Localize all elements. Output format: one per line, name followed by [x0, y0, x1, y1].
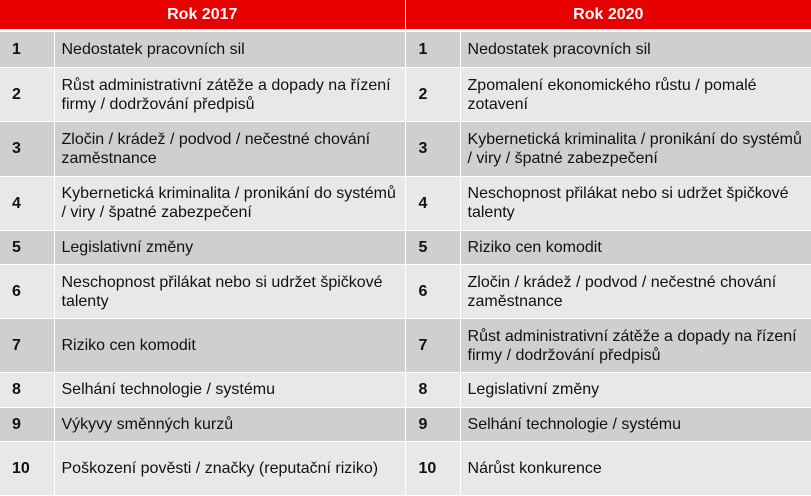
risk-2020: Růst administrativní zátěže a dopady na řízení firmy / dodržování předpisů: [460, 319, 811, 373]
rank-2017: 4: [0, 176, 54, 230]
risk-2020: Selhání technologie / systému: [460, 407, 811, 441]
table-row: [0, 31, 811, 68]
risk-2020: Riziko cen komodit: [460, 230, 811, 264]
risk-2017: Poškození pověsti / značky (reputační riziko): [54, 441, 405, 495]
risk-2017: Kybernetická kriminalita / pronikání do systémů / viry / špatné zabezpečení: [54, 176, 405, 230]
rank-2020: 1: [405, 31, 460, 68]
risk-2020: Nedostatek pracovních sil: [460, 31, 811, 68]
risk-2017: Riziko cen komodit: [54, 319, 405, 373]
risk-2017: Nedostatek pracovních sil: [54, 31, 405, 68]
risk-2017: Legislativní změny: [54, 230, 405, 264]
risk-2020: Nárůst konkurence: [460, 441, 811, 495]
table-row: [0, 176, 811, 230]
header-2020: Rok 2020: [405, 0, 811, 31]
rank-2017: 1: [0, 31, 54, 68]
risk-2020: Neschopnost přilákat nebo si udržet špičkové talenty: [460, 176, 811, 230]
risk-2020: Zpomalení ekonomického růstu / pomalé zotavení: [460, 68, 811, 122]
rank-2017: 10: [0, 441, 54, 495]
rank-2020: 2: [405, 68, 460, 122]
header-row: [0, 0, 811, 31]
rank-2017: 9: [0, 407, 54, 441]
table-row: [0, 373, 811, 407]
rank-2017: 2: [0, 68, 54, 122]
rank-2017: 3: [0, 122, 54, 176]
rank-2020: 6: [405, 264, 460, 318]
risk-2020: Zločin / krádež / podvod / nečestné chování zaměstnance: [460, 264, 811, 318]
risk-2017: Zločin / krádež / podvod / nečestné chování zaměstnance: [54, 122, 405, 176]
rank-2020: 9: [405, 407, 460, 441]
risk-2017: Růst administrativní zátěže a dopady na řízení firmy / dodržování předpisů: [54, 68, 405, 122]
table-row: [0, 441, 811, 495]
rank-2017: 5: [0, 230, 54, 264]
rank-2020: 8: [405, 373, 460, 407]
rank-2020: 3: [405, 122, 460, 176]
header-2017: Rok 2017: [0, 0, 405, 31]
table-row: [0, 407, 811, 441]
table-row: [0, 68, 811, 122]
rank-2020: 10: [405, 441, 460, 495]
table-row: [0, 319, 811, 373]
risk-2020: Legislativní změny: [460, 373, 811, 407]
table-row: [0, 264, 811, 318]
rank-2017: 6: [0, 264, 54, 318]
risk-2017: Výkyvy směnných kurzů: [54, 407, 405, 441]
rank-2017: 7: [0, 319, 54, 373]
rank-2020: 7: [405, 319, 460, 373]
rank-2020: 5: [405, 230, 460, 264]
table-row: [0, 230, 811, 264]
table-row: [0, 122, 811, 176]
rank-2020: 4: [405, 176, 460, 230]
risk-2017: Selhání technologie / systému: [54, 373, 405, 407]
rank-2017: 8: [0, 373, 54, 407]
risk-2020: Kybernetická kriminalita / pronikání do systémů / viry / špatné zabezpečení: [460, 122, 811, 176]
risk-2017: Neschopnost přilákat nebo si udržet špičkové talenty: [54, 264, 405, 318]
